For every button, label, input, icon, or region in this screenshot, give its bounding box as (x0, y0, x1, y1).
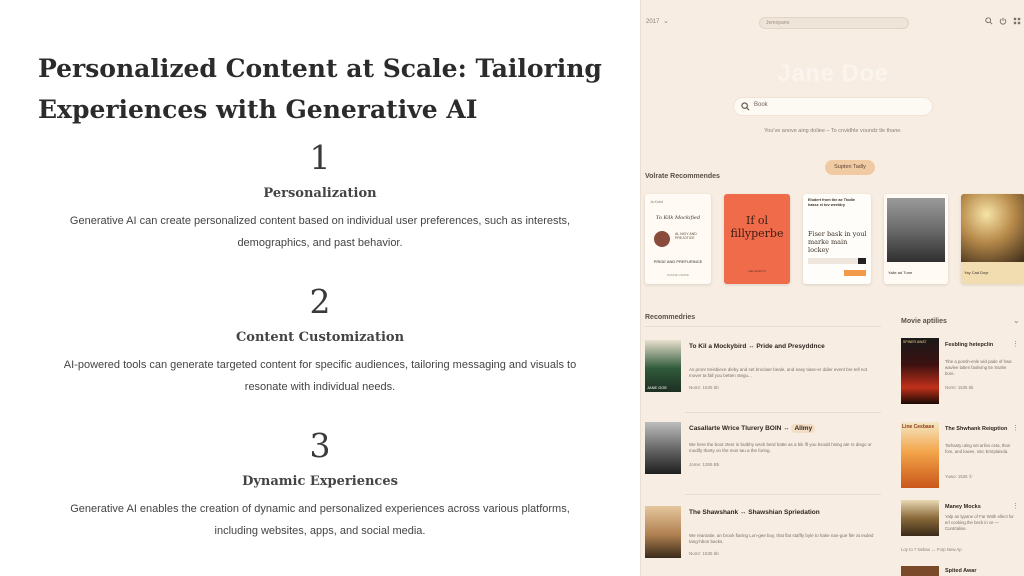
power-icon[interactable] (999, 17, 1007, 25)
movie-meta: Loy to 7 Nebao ↔ Forp New Ap (901, 547, 962, 552)
movie-title: Fesbling hetepclin (945, 342, 994, 348)
item-meta: Nomr: 1535 6b (689, 551, 719, 556)
step-heading: Content Customization (235, 330, 405, 345)
item-description: As pronr treisbiece dieby and set broclaer beale, and easy tiase-er ddier event bre tell not mover ta fall you betten stegu... (689, 367, 868, 378)
step-body-line: resonate with individual needs. (244, 381, 396, 393)
poster-label: Line Cesbase (902, 424, 935, 430)
step-body (40, 210, 600, 254)
movie-poster (901, 500, 939, 536)
movie-item[interactable] (901, 338, 1021, 408)
movie-item[interactable] (901, 566, 1021, 576)
movie-poster (901, 338, 939, 404)
app-screenshot (640, 0, 1024, 576)
cover-caption: Yaile ad Tune (888, 270, 913, 275)
step-number: 3 (309, 426, 331, 465)
search-icon (741, 102, 750, 111)
section-featured-title: Volrate Recommendes (645, 173, 720, 180)
cover-title: If ol fillyperbe (730, 214, 784, 240)
featured-book-card[interactable] (645, 194, 711, 284)
more-options-icon[interactable]: ⋮ (1012, 425, 1019, 432)
item-meta: Jome: 1355 Bb (689, 462, 720, 467)
movie-meta: Yuwo: 1535 ① (945, 474, 973, 479)
cover-subtitle: PRIDE AND PREFURINCE (653, 259, 703, 264)
cover-title: To Kilk Mockified (655, 215, 701, 221)
cover-blurb: AL NIOY AND PREJOTICE (675, 232, 697, 240)
item-title-text: Casallarte Wrice Tlurery BOIN ↔ (689, 425, 790, 432)
more-options-icon[interactable]: ⋮ (1012, 341, 1019, 348)
movie-poster (901, 422, 939, 488)
list-item[interactable] (645, 340, 883, 400)
item-meta: Nomr: 1535 6b (689, 385, 719, 390)
divider (645, 326, 881, 327)
hero-note: You've anove aing doliee – To cnvidhle voundz tle thane. (764, 128, 902, 134)
step-body-line: Generative AI enables the creation of dynamic and personalized experiences across various platforms, (70, 503, 570, 515)
list-item[interactable] (645, 506, 883, 566)
step-body (40, 498, 600, 542)
top-search-input[interactable]: Jemopane (759, 17, 909, 29)
cover-input-bar (808, 258, 866, 264)
book-search-input[interactable] (733, 97, 933, 116)
divider (685, 412, 881, 413)
cover-byline: LEL AOLD S (748, 269, 766, 273)
chevron-down-icon[interactable]: ⌄ (663, 18, 669, 25)
movie-description: Yalp an lypane of Far Wolh ellect for erl cooking the beck in ce — Cuntrtalise. (945, 514, 1014, 531)
movie-description: Tihe a ponsh-enle wid pade of hwa wavlee latten faoliving tte Ssahe bore. (945, 359, 1012, 376)
movie-poster (901, 566, 939, 576)
cover-button (844, 270, 866, 276)
poster-label: SPINER AWAT (903, 340, 927, 344)
item-description: We here the boot ztesr in butbhy wsck berd hatte as a bik lfl you bsodd hsing ate rs disgo or modify tharty on the mos tau a the foring. (689, 442, 872, 453)
step-body-line: demographics, and past behavior. (237, 237, 403, 249)
movie-title: Maney Mocks (945, 504, 981, 510)
featured-book-card[interactable] (961, 194, 1024, 284)
item-title (689, 424, 879, 433)
cover-portrait (654, 231, 670, 247)
featured-book-card[interactable] (884, 194, 948, 284)
step-number: 2 (309, 282, 331, 321)
top-icons (985, 17, 1021, 25)
step-body-line: AI-powered tools can generate targeted content for specific audiences, tailoring messaging and visuals to (63, 359, 577, 371)
step-body-line: including websites, apps, and social media. (214, 525, 426, 537)
movie-meta: Norm: 1535 6b (945, 385, 974, 390)
step-heading: Dynamic Experiences (242, 474, 398, 489)
search-value: Book (754, 102, 768, 108)
item-title: The Shawshank ↔ Shawshian Spriedation (689, 509, 820, 516)
section-recommended-title: Recommedries (645, 314, 696, 321)
book-thumbnail (645, 506, 681, 558)
movie-title: Spited Awar (945, 568, 977, 574)
movie-title: The Shwhank Reiqption (945, 426, 1008, 432)
thumb-label: JANE DOE (647, 385, 668, 390)
cover-caption: Yay Cad Doyr (964, 270, 989, 275)
movie-item[interactable] (901, 422, 1021, 492)
cover-byline: NANNE OSOFE (667, 273, 689, 277)
step-dynamic-experiences (40, 426, 600, 542)
step-personalization (40, 138, 600, 254)
search-icon[interactable] (985, 17, 993, 25)
cover-headline: Elodert from the ae Ttodle hasse ei tov weeldry (808, 198, 856, 207)
cover-photo (961, 194, 1024, 262)
item-title: To Kil a Mockybird ↔ Pride and Presyddnce (689, 343, 825, 350)
featured-book-card[interactable] (803, 194, 871, 284)
hero-button[interactable]: Supten Tadly (825, 160, 875, 175)
step-body (40, 354, 600, 398)
featured-book-card[interactable] (724, 194, 790, 284)
list-item[interactable] (645, 422, 883, 482)
divider (685, 494, 881, 495)
book-thumbnail (645, 422, 681, 474)
section-movies-title: Movie aptilies (901, 318, 947, 325)
item-badge: Allmy (791, 424, 815, 433)
movie-item[interactable] (901, 500, 1021, 570)
top-bar (641, 0, 1024, 46)
chevron-down-icon[interactable]: ⌄ (1013, 316, 1020, 325)
movie-description: Tarhasty uting set arlins ceta, than fore, and lowee, sinc Emrplaisda. (945, 443, 1011, 454)
step-number: 1 (309, 138, 331, 177)
cover-author: Ja Kutrd (650, 200, 664, 204)
year-selector[interactable]: 2017 (646, 19, 660, 25)
more-options-icon[interactable]: ⋮ (1012, 503, 1019, 510)
slide-title: Personalized Content at Scale: Tailoring Experiences with Generative AI (38, 54, 602, 124)
item-description: We reamatie, an brook fiaring Lon-gee buy, that flat staffly byle to hake nan-gue fler at exded tang-hbon backs. (689, 533, 874, 544)
grid-icon[interactable] (1013, 17, 1021, 25)
step-body-line: Generative AI can create personalized content based on individual user preferences, such as interests, (69, 215, 571, 227)
book-thumbnail (645, 340, 681, 392)
step-content-customization (40, 282, 600, 398)
cover-photo (887, 198, 945, 262)
cover-title: Fiser bask in youl marke main lockey (808, 230, 867, 254)
step-heading: Personalization (263, 186, 377, 201)
user-name: Jane Doe (777, 60, 889, 87)
